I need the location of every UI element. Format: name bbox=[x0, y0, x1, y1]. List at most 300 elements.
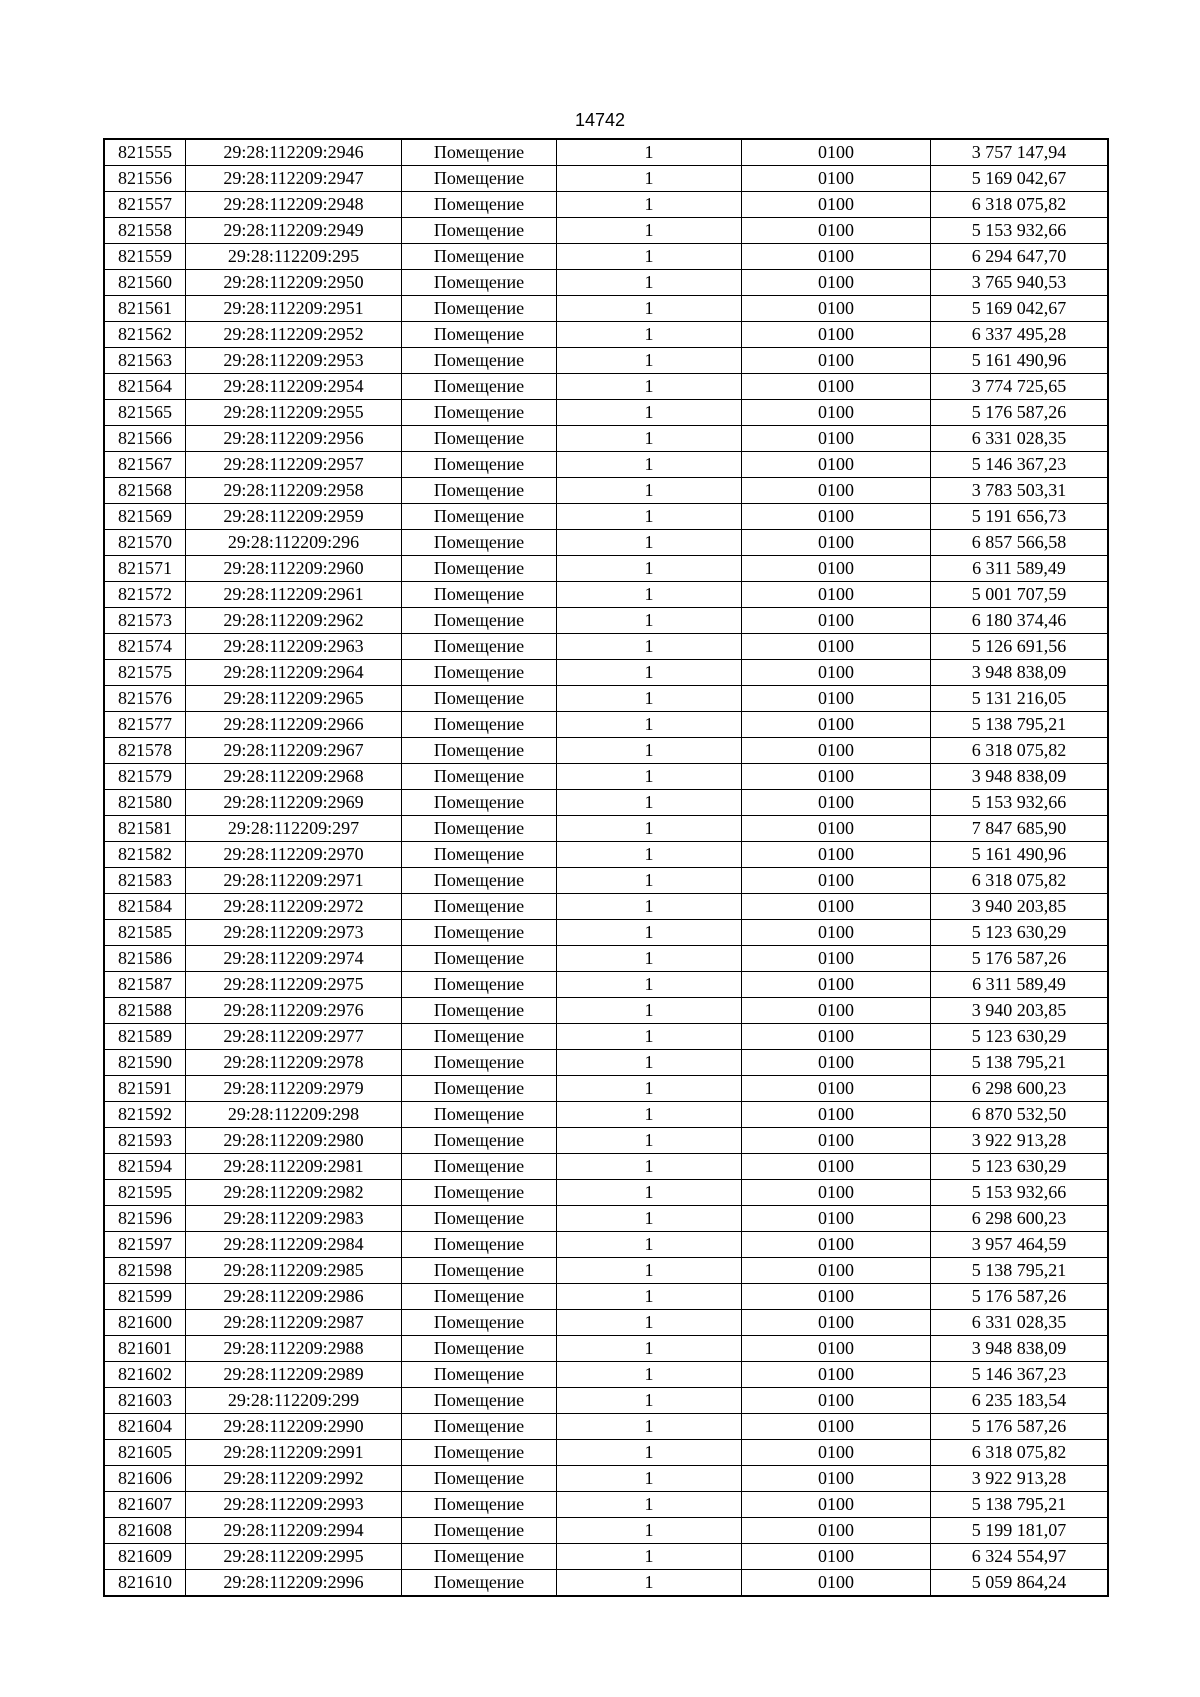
cell-quantity: 1 bbox=[557, 296, 742, 322]
cell-object-type: Помещение bbox=[402, 1102, 557, 1128]
table-row bbox=[104, 1180, 1108, 1206]
cell-quantity: 1 bbox=[557, 1336, 742, 1362]
table-row bbox=[104, 972, 1108, 998]
table-row bbox=[104, 374, 1108, 400]
cell-cadastral-number: 29:28:112209:2994 bbox=[186, 1518, 402, 1544]
table-row bbox=[104, 1466, 1108, 1492]
cell-quantity: 1 bbox=[557, 218, 742, 244]
cell-cadastral-value: 6 298 600,23 bbox=[931, 1076, 1109, 1102]
cell-cadastral-value: 6 331 028,35 bbox=[931, 1310, 1109, 1336]
cell-cadastral-number: 29:28:112209:2968 bbox=[186, 764, 402, 790]
cell-record-id: 821593 bbox=[104, 1128, 186, 1154]
cell-code: 0100 bbox=[742, 1362, 931, 1388]
cell-record-id: 821582 bbox=[104, 842, 186, 868]
cell-record-id: 821603 bbox=[104, 1388, 186, 1414]
cell-cadastral-number: 29:28:112209:2996 bbox=[186, 1570, 402, 1597]
cell-object-type: Помещение bbox=[402, 1128, 557, 1154]
cell-object-type: Помещение bbox=[402, 1154, 557, 1180]
cell-cadastral-number: 29:28:112209:2992 bbox=[186, 1466, 402, 1492]
cell-code: 0100 bbox=[742, 1518, 931, 1544]
cell-record-id: 821557 bbox=[104, 192, 186, 218]
cell-code: 0100 bbox=[742, 790, 931, 816]
cell-record-id: 821586 bbox=[104, 946, 186, 972]
cell-code: 0100 bbox=[742, 920, 931, 946]
cell-cadastral-value: 5 001 707,59 bbox=[931, 582, 1109, 608]
cell-cadastral-value: 3 922 913,28 bbox=[931, 1466, 1109, 1492]
table-row bbox=[104, 1388, 1108, 1414]
cell-record-id: 821566 bbox=[104, 426, 186, 452]
cell-cadastral-number: 29:28:112209:2987 bbox=[186, 1310, 402, 1336]
cell-code: 0100 bbox=[742, 1544, 931, 1570]
cell-cadastral-value: 5 138 795,21 bbox=[931, 1492, 1109, 1518]
cell-record-id: 821559 bbox=[104, 244, 186, 270]
table-row bbox=[104, 634, 1108, 660]
cell-code: 0100 bbox=[742, 1466, 931, 1492]
cell-code: 0100 bbox=[742, 946, 931, 972]
cell-code: 0100 bbox=[742, 504, 931, 530]
cell-cadastral-value: 3 765 940,53 bbox=[931, 270, 1109, 296]
cell-quantity: 1 bbox=[557, 1414, 742, 1440]
cell-object-type: Помещение bbox=[402, 322, 557, 348]
cell-quantity: 1 bbox=[557, 478, 742, 504]
cell-quantity: 1 bbox=[557, 764, 742, 790]
table-row bbox=[104, 1284, 1108, 1310]
cell-code: 0100 bbox=[742, 1128, 931, 1154]
table-row bbox=[104, 452, 1108, 478]
cell-cadastral-value: 3 940 203,85 bbox=[931, 998, 1109, 1024]
table-row bbox=[104, 894, 1108, 920]
cell-quantity: 1 bbox=[557, 1232, 742, 1258]
cell-quantity: 1 bbox=[557, 1440, 742, 1466]
cell-code: 0100 bbox=[742, 192, 931, 218]
cell-cadastral-value: 6 318 075,82 bbox=[931, 1440, 1109, 1466]
cell-code: 0100 bbox=[742, 400, 931, 426]
table-row bbox=[104, 712, 1108, 738]
cell-quantity: 1 bbox=[557, 322, 742, 348]
cell-cadastral-number: 29:28:112209:2981 bbox=[186, 1154, 402, 1180]
cell-quantity: 1 bbox=[557, 1076, 742, 1102]
cell-cadastral-value: 7 847 685,90 bbox=[931, 816, 1109, 842]
cell-object-type: Помещение bbox=[402, 1180, 557, 1206]
cell-quantity: 1 bbox=[557, 139, 742, 166]
cell-record-id: 821571 bbox=[104, 556, 186, 582]
table-row bbox=[104, 1102, 1108, 1128]
cell-cadastral-value: 5 161 490,96 bbox=[931, 348, 1109, 374]
cell-code: 0100 bbox=[742, 348, 931, 374]
cell-record-id: 821569 bbox=[104, 504, 186, 530]
cell-object-type: Помещение bbox=[402, 686, 557, 712]
cell-object-type: Помещение bbox=[402, 842, 557, 868]
cell-cadastral-value: 5 191 656,73 bbox=[931, 504, 1109, 530]
table-row bbox=[104, 686, 1108, 712]
cell-object-type: Помещение bbox=[402, 400, 557, 426]
cell-code: 0100 bbox=[742, 426, 931, 452]
cell-object-type: Помещение bbox=[402, 374, 557, 400]
cell-record-id: 821595 bbox=[104, 1180, 186, 1206]
cell-object-type: Помещение bbox=[402, 166, 557, 192]
table-row bbox=[104, 1518, 1108, 1544]
cell-object-type: Помещение bbox=[402, 139, 557, 166]
cell-object-type: Помещение bbox=[402, 946, 557, 972]
cell-cadastral-number: 29:28:112209:2964 bbox=[186, 660, 402, 686]
cell-quantity: 1 bbox=[557, 270, 742, 296]
cell-quantity: 1 bbox=[557, 816, 742, 842]
cell-cadastral-value: 3 783 503,31 bbox=[931, 478, 1109, 504]
cell-cadastral-number: 29:28:112209:2946 bbox=[186, 139, 402, 166]
cell-quantity: 1 bbox=[557, 1518, 742, 1544]
cell-cadastral-number: 29:28:112209:2949 bbox=[186, 218, 402, 244]
cell-record-id: 821600 bbox=[104, 1310, 186, 1336]
cell-object-type: Помещение bbox=[402, 920, 557, 946]
cell-record-id: 821560 bbox=[104, 270, 186, 296]
cell-record-id: 821576 bbox=[104, 686, 186, 712]
cell-record-id: 821574 bbox=[104, 634, 186, 660]
cell-quantity: 1 bbox=[557, 348, 742, 374]
cell-record-id: 821598 bbox=[104, 1258, 186, 1284]
cell-cadastral-value: 3 922 913,28 bbox=[931, 1128, 1109, 1154]
cell-record-id: 821606 bbox=[104, 1466, 186, 1492]
table-row bbox=[104, 1544, 1108, 1570]
cell-cadastral-number: 29:28:112209:2973 bbox=[186, 920, 402, 946]
cell-record-id: 821587 bbox=[104, 972, 186, 998]
table-row bbox=[104, 530, 1108, 556]
cell-cadastral-value: 5 153 932,66 bbox=[931, 1180, 1109, 1206]
cell-cadastral-number: 29:28:112209:2978 bbox=[186, 1050, 402, 1076]
cell-object-type: Помещение bbox=[402, 504, 557, 530]
cell-code: 0100 bbox=[742, 738, 931, 764]
table-row bbox=[104, 1440, 1108, 1466]
table-row bbox=[104, 738, 1108, 764]
cell-cadastral-number: 29:28:112209:2972 bbox=[186, 894, 402, 920]
cell-cadastral-value: 5 199 181,07 bbox=[931, 1518, 1109, 1544]
table-row bbox=[104, 1128, 1108, 1154]
cell-cadastral-value: 6 318 075,82 bbox=[931, 868, 1109, 894]
cell-record-id: 821556 bbox=[104, 166, 186, 192]
cell-record-id: 821592 bbox=[104, 1102, 186, 1128]
cell-object-type: Помещение bbox=[402, 1050, 557, 1076]
cell-record-id: 821608 bbox=[104, 1518, 186, 1544]
cell-cadastral-value: 6 318 075,82 bbox=[931, 192, 1109, 218]
cell-record-id: 821602 bbox=[104, 1362, 186, 1388]
cell-quantity: 1 bbox=[557, 556, 742, 582]
cell-code: 0100 bbox=[742, 1414, 931, 1440]
cell-quantity: 1 bbox=[557, 1154, 742, 1180]
cell-quantity: 1 bbox=[557, 998, 742, 1024]
table-row bbox=[104, 660, 1108, 686]
cell-object-type: Помещение bbox=[402, 1232, 557, 1258]
cell-object-type: Помещение bbox=[402, 426, 557, 452]
cell-cadastral-value: 6 857 566,58 bbox=[931, 530, 1109, 556]
cell-record-id: 821590 bbox=[104, 1050, 186, 1076]
table-row bbox=[104, 1492, 1108, 1518]
cell-object-type: Помещение bbox=[402, 1388, 557, 1414]
cell-quantity: 1 bbox=[557, 1206, 742, 1232]
cell-cadastral-number: 29:28:112209:2960 bbox=[186, 556, 402, 582]
cell-cadastral-number: 29:28:112209:2984 bbox=[186, 1232, 402, 1258]
cell-record-id: 821561 bbox=[104, 296, 186, 322]
cell-quantity: 1 bbox=[557, 400, 742, 426]
cell-record-id: 821591 bbox=[104, 1076, 186, 1102]
cell-record-id: 821573 bbox=[104, 608, 186, 634]
cell-cadastral-value: 5 131 216,05 bbox=[931, 686, 1109, 712]
cell-cadastral-number: 29:28:112209:2951 bbox=[186, 296, 402, 322]
cell-code: 0100 bbox=[742, 1336, 931, 1362]
table-row bbox=[104, 946, 1108, 972]
cell-cadastral-number: 29:28:112209:2977 bbox=[186, 1024, 402, 1050]
cell-cadastral-value: 5 059 864,24 bbox=[931, 1570, 1109, 1597]
cell-cadastral-value: 5 146 367,23 bbox=[931, 1362, 1109, 1388]
table-row bbox=[104, 478, 1108, 504]
table-row bbox=[104, 139, 1108, 166]
cell-code: 0100 bbox=[742, 634, 931, 660]
cell-record-id: 821599 bbox=[104, 1284, 186, 1310]
cell-quantity: 1 bbox=[557, 608, 742, 634]
cell-record-id: 821567 bbox=[104, 452, 186, 478]
cell-object-type: Помещение bbox=[402, 660, 557, 686]
cell-cadastral-number: 29:28:112209:2963 bbox=[186, 634, 402, 660]
table-row bbox=[104, 270, 1108, 296]
cell-record-id: 821564 bbox=[104, 374, 186, 400]
cell-cadastral-number: 29:28:112209:2975 bbox=[186, 972, 402, 998]
cell-record-id: 821565 bbox=[104, 400, 186, 426]
cell-cadastral-number: 29:28:112209:299 bbox=[186, 1388, 402, 1414]
cell-cadastral-number: 29:28:112209:2966 bbox=[186, 712, 402, 738]
cell-record-id: 821555 bbox=[104, 139, 186, 166]
cell-cadastral-value: 5 169 042,67 bbox=[931, 296, 1109, 322]
cell-code: 0100 bbox=[742, 1570, 931, 1597]
cell-code: 0100 bbox=[742, 1232, 931, 1258]
cell-cadastral-number: 29:28:112209:2979 bbox=[186, 1076, 402, 1102]
cell-quantity: 1 bbox=[557, 1388, 742, 1414]
cell-cadastral-number: 29:28:112209:2953 bbox=[186, 348, 402, 374]
cell-record-id: 821604 bbox=[104, 1414, 186, 1440]
cell-record-id: 821572 bbox=[104, 582, 186, 608]
table-row bbox=[104, 1362, 1108, 1388]
cell-quantity: 1 bbox=[557, 582, 742, 608]
cell-cadastral-value: 5 169 042,67 bbox=[931, 166, 1109, 192]
cell-object-type: Помещение bbox=[402, 738, 557, 764]
table-row bbox=[104, 1076, 1108, 1102]
cell-cadastral-value: 6 318 075,82 bbox=[931, 738, 1109, 764]
cell-code: 0100 bbox=[742, 1102, 931, 1128]
cell-quantity: 1 bbox=[557, 686, 742, 712]
cell-cadastral-value: 5 126 691,56 bbox=[931, 634, 1109, 660]
cell-code: 0100 bbox=[742, 1180, 931, 1206]
cell-cadastral-number: 29:28:112209:2980 bbox=[186, 1128, 402, 1154]
table-row bbox=[104, 1050, 1108, 1076]
table-row bbox=[104, 192, 1108, 218]
cell-cadastral-number: 29:28:112209:2988 bbox=[186, 1336, 402, 1362]
cell-cadastral-number: 29:28:112209:2991 bbox=[186, 1440, 402, 1466]
cell-code: 0100 bbox=[742, 686, 931, 712]
cell-code: 0100 bbox=[742, 296, 931, 322]
cell-cadastral-value: 3 948 838,09 bbox=[931, 660, 1109, 686]
cell-cadastral-number: 29:28:112209:2967 bbox=[186, 738, 402, 764]
cell-cadastral-value: 5 176 587,26 bbox=[931, 946, 1109, 972]
table-row bbox=[104, 1206, 1108, 1232]
cell-cadastral-value: 5 138 795,21 bbox=[931, 1050, 1109, 1076]
cell-quantity: 1 bbox=[557, 712, 742, 738]
cell-object-type: Помещение bbox=[402, 1570, 557, 1597]
cell-cadastral-number: 29:28:112209:2986 bbox=[186, 1284, 402, 1310]
cell-object-type: Помещение bbox=[402, 894, 557, 920]
cell-quantity: 1 bbox=[557, 894, 742, 920]
cell-cadastral-value: 5 176 587,26 bbox=[931, 400, 1109, 426]
cell-record-id: 821570 bbox=[104, 530, 186, 556]
cell-quantity: 1 bbox=[557, 1544, 742, 1570]
cell-code: 0100 bbox=[742, 1076, 931, 1102]
cell-code: 0100 bbox=[742, 1206, 931, 1232]
cell-cadastral-number: 29:28:112209:297 bbox=[186, 816, 402, 842]
cell-quantity: 1 bbox=[557, 790, 742, 816]
table-row bbox=[104, 764, 1108, 790]
cell-record-id: 821562 bbox=[104, 322, 186, 348]
cell-cadastral-number: 29:28:112209:295 bbox=[186, 244, 402, 270]
cell-record-id: 821594 bbox=[104, 1154, 186, 1180]
cell-cadastral-number: 29:28:112209:2955 bbox=[186, 400, 402, 426]
cell-cadastral-number: 29:28:112209:298 bbox=[186, 1102, 402, 1128]
cell-quantity: 1 bbox=[557, 660, 742, 686]
cell-record-id: 821583 bbox=[104, 868, 186, 894]
cell-cadastral-number: 29:28:112209:2952 bbox=[186, 322, 402, 348]
cell-code: 0100 bbox=[742, 1154, 931, 1180]
cell-object-type: Помещение bbox=[402, 478, 557, 504]
cell-cadastral-number: 29:28:112209:2957 bbox=[186, 452, 402, 478]
cell-cadastral-value: 3 948 838,09 bbox=[931, 764, 1109, 790]
cell-object-type: Помещение bbox=[402, 998, 557, 1024]
cell-code: 0100 bbox=[742, 608, 931, 634]
table-row bbox=[104, 998, 1108, 1024]
cell-quantity: 1 bbox=[557, 920, 742, 946]
cell-cadastral-number: 29:28:112209:2954 bbox=[186, 374, 402, 400]
cell-code: 0100 bbox=[742, 556, 931, 582]
cell-cadastral-value: 6 337 495,28 bbox=[931, 322, 1109, 348]
cell-cadastral-value: 6 324 554,97 bbox=[931, 1544, 1109, 1570]
table-row bbox=[104, 868, 1108, 894]
table-row bbox=[104, 426, 1108, 452]
cell-cadastral-number: 29:28:112209:2995 bbox=[186, 1544, 402, 1570]
table-row bbox=[104, 1024, 1108, 1050]
table-row bbox=[104, 296, 1108, 322]
table-row bbox=[104, 400, 1108, 426]
cell-code: 0100 bbox=[742, 374, 931, 400]
table-row bbox=[104, 504, 1108, 530]
cell-record-id: 821610 bbox=[104, 1570, 186, 1597]
cell-cadastral-number: 29:28:112209:2974 bbox=[186, 946, 402, 972]
cell-quantity: 1 bbox=[557, 426, 742, 452]
cell-cadastral-number: 29:28:112209:2947 bbox=[186, 166, 402, 192]
cell-cadastral-value: 5 138 795,21 bbox=[931, 1258, 1109, 1284]
cell-code: 0100 bbox=[742, 868, 931, 894]
cell-code: 0100 bbox=[742, 478, 931, 504]
cell-record-id: 821596 bbox=[104, 1206, 186, 1232]
cell-record-id: 821558 bbox=[104, 218, 186, 244]
cell-cadastral-value: 5 123 630,29 bbox=[931, 920, 1109, 946]
cell-cadastral-value: 5 176 587,26 bbox=[931, 1284, 1109, 1310]
cell-code: 0100 bbox=[742, 712, 931, 738]
cell-object-type: Помещение bbox=[402, 1258, 557, 1284]
cell-quantity: 1 bbox=[557, 530, 742, 556]
cell-object-type: Помещение bbox=[402, 1544, 557, 1570]
cell-cadastral-number: 29:28:112209:2983 bbox=[186, 1206, 402, 1232]
cell-cadastral-value: 6 311 589,49 bbox=[931, 556, 1109, 582]
cell-object-type: Помещение bbox=[402, 1466, 557, 1492]
cell-object-type: Помещение bbox=[402, 972, 557, 998]
cell-code: 0100 bbox=[742, 1492, 931, 1518]
cell-cadastral-number: 29:28:112209:2969 bbox=[186, 790, 402, 816]
cell-object-type: Помещение bbox=[402, 1076, 557, 1102]
cell-object-type: Помещение bbox=[402, 1024, 557, 1050]
table-row bbox=[104, 556, 1108, 582]
cell-quantity: 1 bbox=[557, 374, 742, 400]
cell-object-type: Помещение bbox=[402, 1492, 557, 1518]
cell-code: 0100 bbox=[742, 894, 931, 920]
cell-object-type: Помещение bbox=[402, 192, 557, 218]
cell-quantity: 1 bbox=[557, 1570, 742, 1597]
cell-code: 0100 bbox=[742, 244, 931, 270]
cell-cadastral-value: 5 153 932,66 bbox=[931, 218, 1109, 244]
cell-object-type: Помещение bbox=[402, 452, 557, 478]
cell-record-id: 821581 bbox=[104, 816, 186, 842]
cell-code: 0100 bbox=[742, 1024, 931, 1050]
cell-quantity: 1 bbox=[557, 504, 742, 530]
cell-object-type: Помещение bbox=[402, 608, 557, 634]
cell-cadastral-number: 29:28:112209:2962 bbox=[186, 608, 402, 634]
cell-quantity: 1 bbox=[557, 452, 742, 478]
cell-code: 0100 bbox=[742, 270, 931, 296]
cell-cadastral-number: 29:28:112209:2959 bbox=[186, 504, 402, 530]
cell-quantity: 1 bbox=[557, 1102, 742, 1128]
cell-code: 0100 bbox=[742, 139, 931, 166]
table-row bbox=[104, 1258, 1108, 1284]
cell-code: 0100 bbox=[742, 764, 931, 790]
cell-code: 0100 bbox=[742, 972, 931, 998]
cell-code: 0100 bbox=[742, 166, 931, 192]
cell-quantity: 1 bbox=[557, 1024, 742, 1050]
cell-cadastral-number: 29:28:112209:2976 bbox=[186, 998, 402, 1024]
table-row bbox=[104, 1232, 1108, 1258]
cell-cadastral-value: 5 123 630,29 bbox=[931, 1024, 1109, 1050]
cell-record-id: 821575 bbox=[104, 660, 186, 686]
table-row bbox=[104, 244, 1108, 270]
registry-table-body bbox=[104, 139, 1108, 1596]
cell-cadastral-value: 5 123 630,29 bbox=[931, 1154, 1109, 1180]
cell-quantity: 1 bbox=[557, 1362, 742, 1388]
table-row bbox=[104, 790, 1108, 816]
cell-code: 0100 bbox=[742, 218, 931, 244]
cell-code: 0100 bbox=[742, 816, 931, 842]
cell-code: 0100 bbox=[742, 842, 931, 868]
cell-code: 0100 bbox=[742, 322, 931, 348]
cell-object-type: Помещение bbox=[402, 348, 557, 374]
table-row bbox=[104, 166, 1108, 192]
cell-code: 0100 bbox=[742, 998, 931, 1024]
cell-cadastral-value: 6 298 600,23 bbox=[931, 1206, 1109, 1232]
cell-object-type: Помещение bbox=[402, 1206, 557, 1232]
cell-record-id: 821568 bbox=[104, 478, 186, 504]
table-row bbox=[104, 1336, 1108, 1362]
cell-cadastral-value: 6 180 374,46 bbox=[931, 608, 1109, 634]
cell-cadastral-number: 29:28:112209:2990 bbox=[186, 1414, 402, 1440]
cell-record-id: 821607 bbox=[104, 1492, 186, 1518]
cell-quantity: 1 bbox=[557, 1050, 742, 1076]
cell-cadastral-value: 3 957 464,59 bbox=[931, 1232, 1109, 1258]
cell-object-type: Помещение bbox=[402, 244, 557, 270]
cell-quantity: 1 bbox=[557, 192, 742, 218]
cell-cadastral-value: 5 138 795,21 bbox=[931, 712, 1109, 738]
registry-table bbox=[103, 138, 1109, 1597]
cell-code: 0100 bbox=[742, 452, 931, 478]
